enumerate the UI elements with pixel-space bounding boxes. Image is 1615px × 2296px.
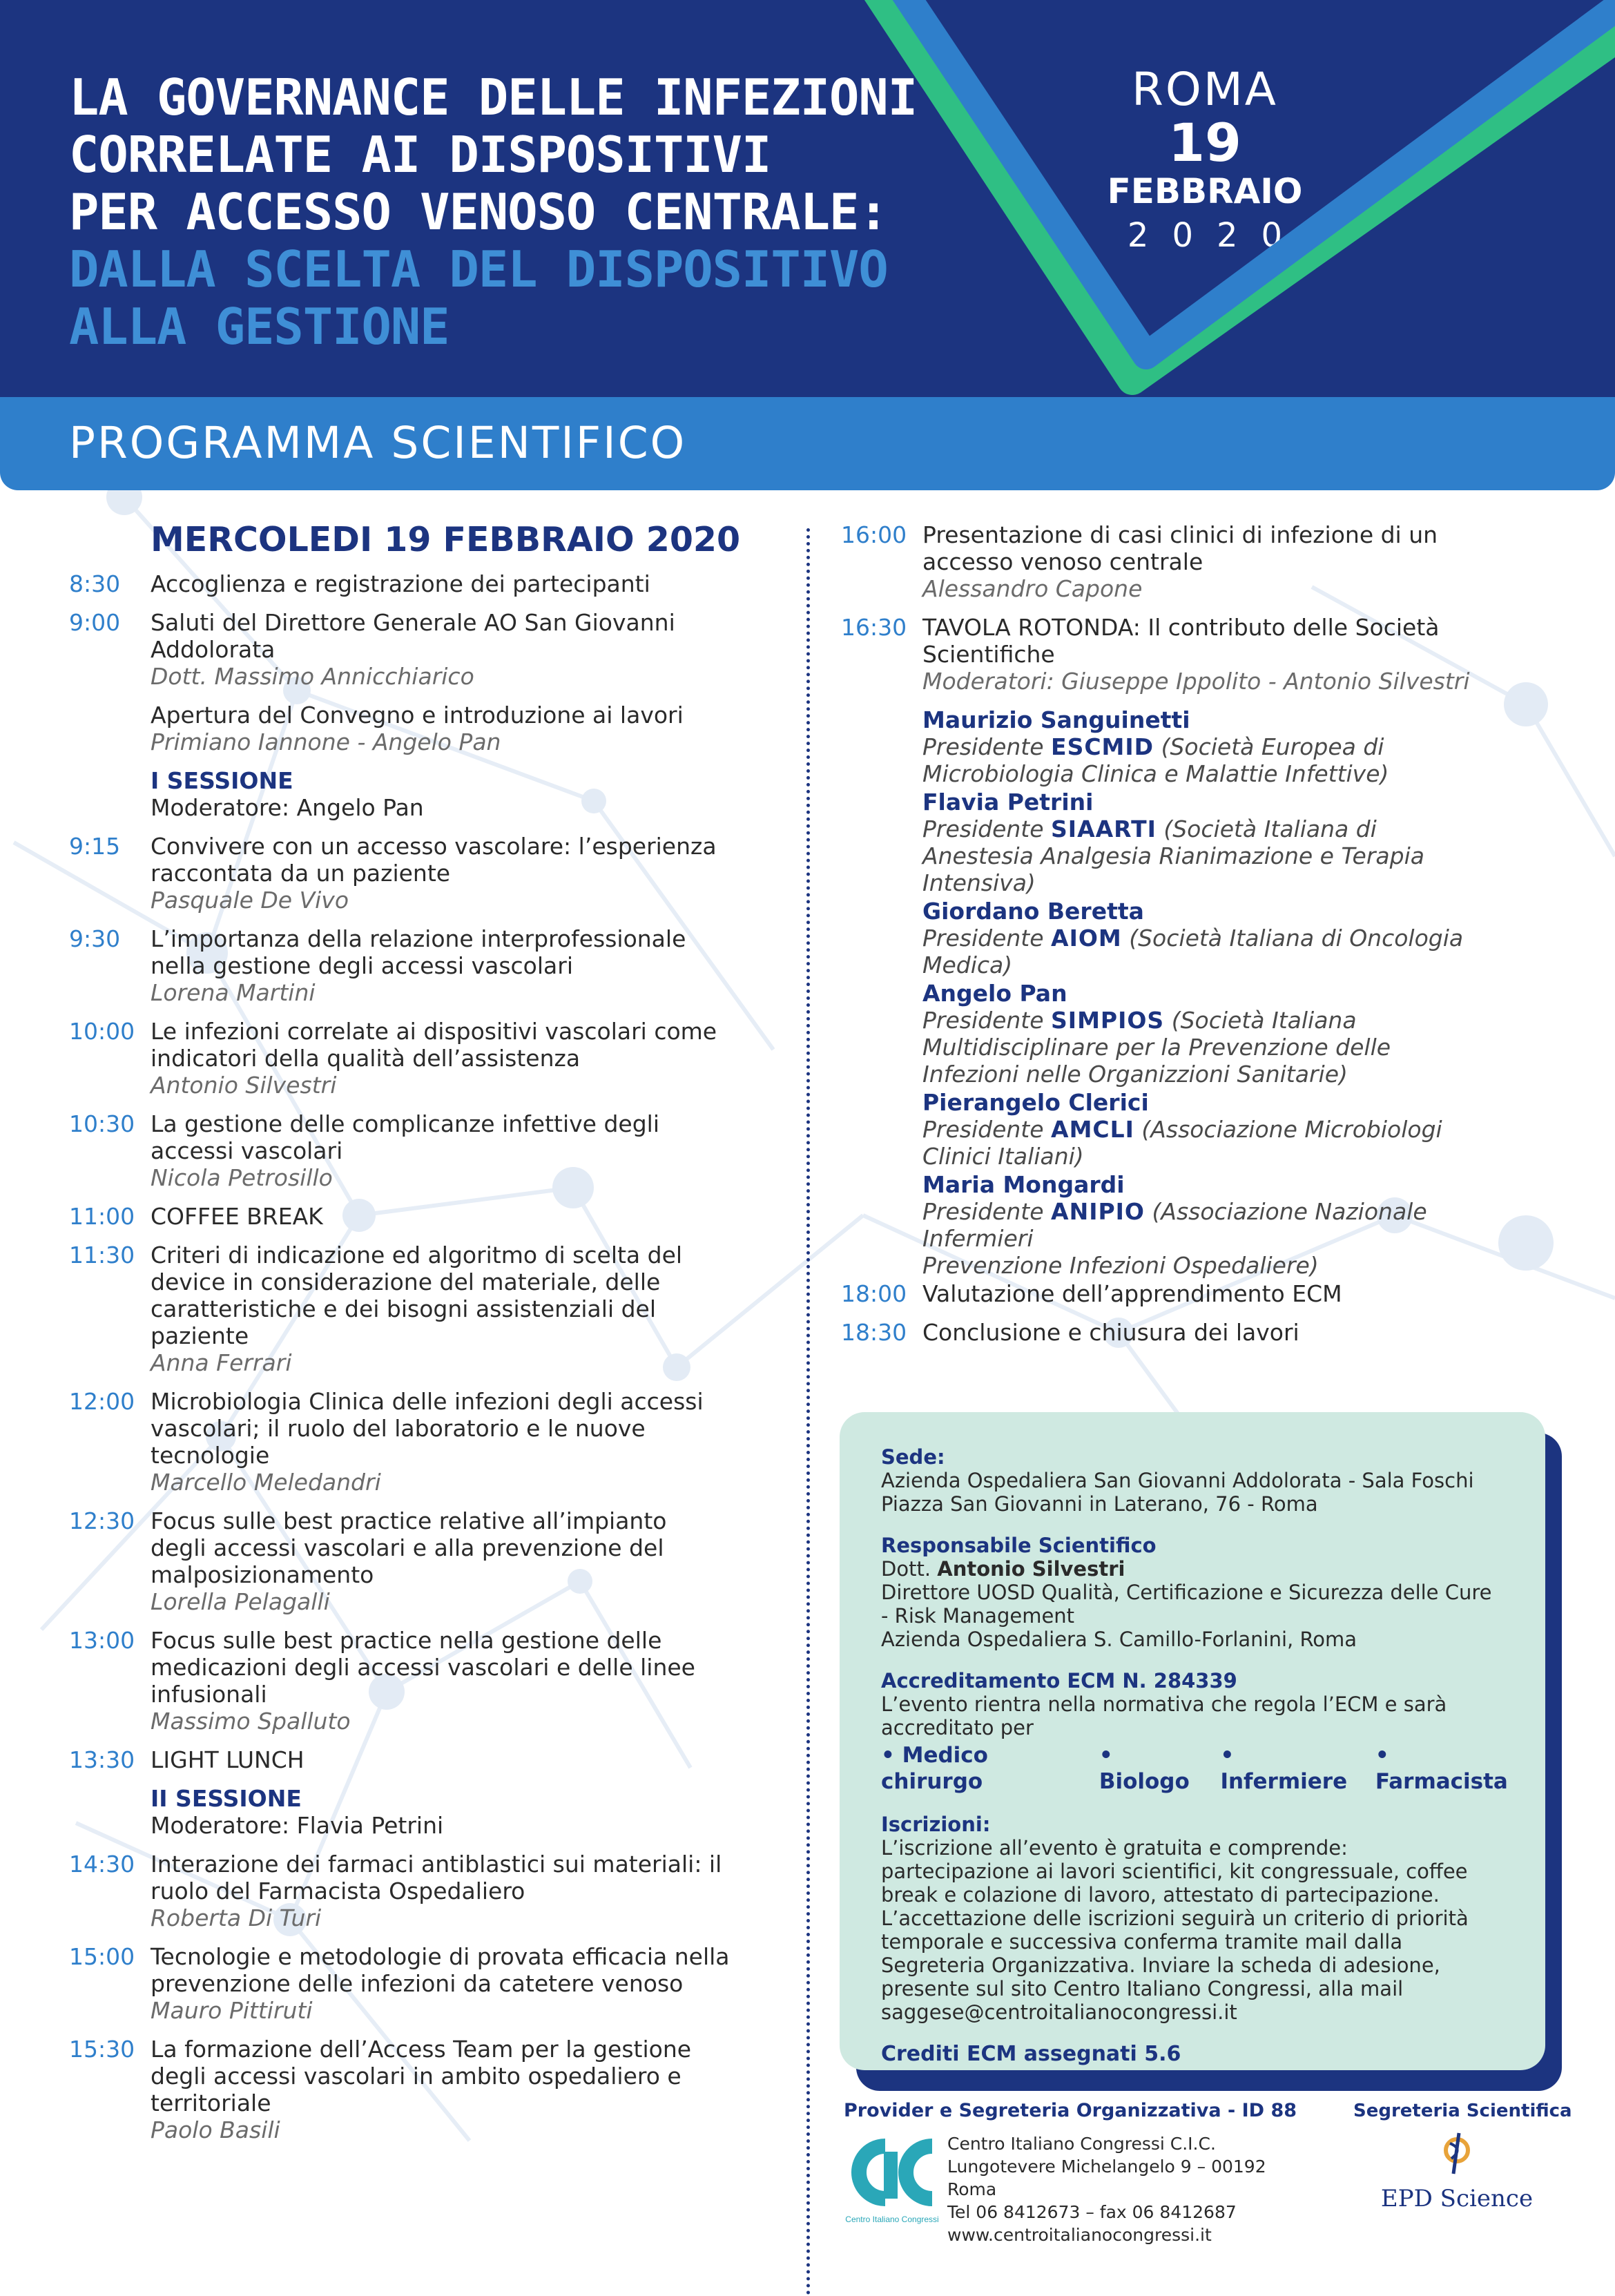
slot-time: 15:30 [69,2036,135,2063]
slot-content [922,521,1552,602]
panelist-society-desc: Infezioni nelle Organizzioni Sanitarie) [922,1061,1348,1088]
provider-website-link[interactable]: www.centroitalianocongressi.it [947,2225,1212,2245]
slot-title-line: Le infezioni correlate ai dispositivi vascolari come [151,1018,717,1045]
panelist [922,980,1552,1088]
info-box [840,1412,1545,2070]
slot-title-line: medicazioni degli accessi vascolari e delle linee [151,1654,695,1681]
slot-content [922,614,1552,695]
slot-speaker: Alessandro Capone [922,575,1143,602]
program-slot [69,1018,780,1099]
slot-title-line: Focus sulle best practice nella gestione delle [151,1627,662,1654]
slot-title-line: Focus sulle best practice relative all’impianto [151,1507,667,1534]
slot-speaker: Lorella Pelagalli [151,1588,330,1615]
slot-speaker: Nicola Petrosillo [151,1164,333,1191]
panelist-role-prefix: Presidente [922,1007,1052,1034]
slot-time: 12:00 [69,1388,135,1415]
title-line-3: PER ACCESSO VENOSO CENTRALE: [69,183,888,241]
slot-speaker: Lorena Martini [151,979,316,1006]
panelist-name: Angelo Pan [922,980,1067,1007]
panelist-role-prefix: Presidente [922,816,1052,842]
slot-content [922,1280,1552,1307]
panelist [922,898,1552,978]
program-column-right [841,521,1552,1358]
panelist-role-line [922,1198,1552,1225]
slot-time: 13:00 [69,1627,135,1654]
program-slot-continued [69,702,780,755]
panelist-society-desc: Multidisciplinare per la Prevenzione delle [922,1034,1391,1061]
slot-time: 11:30 [69,1242,135,1268]
panelist-role-line [922,925,1552,952]
registration-line: L’accettazione delle iscrizioni seguirà un criterio di priorità [881,1907,1469,1930]
panelist-role-prefix: Presidente [922,733,1052,760]
slot-time: 10:00 [69,1018,135,1045]
slot-title-line: vascolari; il ruolo del laboratorio e le nuove [151,1415,646,1442]
panelist-society-desc: (Società Italiana [1164,1007,1357,1034]
slot-title-line: caratteristiche e dei bisogni assistenziali del [151,1295,657,1322]
decorative-chevron-lines [0,0,1615,497]
slot-time: 9:30 [69,925,121,952]
slot-title-line: malposizionamento [151,1561,374,1588]
panelist-role-line [922,1252,1552,1279]
session-name: I SESSIONE [151,767,293,794]
slot-title-line: territoriale [151,2090,271,2116]
date-day: 19 [1168,112,1241,173]
subtitle-line-2: ALLA GESTIONE [69,298,449,356]
panelist-role-line [922,1061,1552,1088]
program-slot [841,1319,1552,1346]
column-divider [806,528,810,2296]
slot-title-line: Saluti del Direttore Generale AO San Giovanni [151,609,675,636]
slot-time: 14:30 [69,1851,135,1878]
panelist-society: ESCMID [1051,733,1154,760]
ecm-role: • Biologo [1099,1743,1190,1794]
scientific-secretariat-heading: Segreteria Scientifica [1353,2101,1572,2121]
panelist-role-line [922,760,1552,787]
slot-speaker: Marcello Meledandri [151,1469,381,1496]
slot-content [151,609,780,690]
program-slot [69,570,780,597]
slot-content [151,1388,780,1496]
title-line-2: CORRELATE AI DISPOSITIVI [69,126,771,184]
slot-title-line: paziente [151,1322,249,1349]
panelist-name: Giordano Beretta [922,898,1144,925]
slot-title-line: La formazione dell’Access Team per la gestione [151,2036,692,2063]
title-line-1: LA GOVERNANCE DELLE INFEZIONI [69,68,918,126]
panelist-role-line [922,869,1552,896]
slot-title-line: accesso venoso centrale [922,548,1203,575]
slot-title-line: Convivere con un accesso vascolare: l’esperienza [151,833,717,860]
slot-content [151,1507,780,1615]
panelist-society-desc: Infermieri [922,1225,1034,1252]
slot-title-line: La gestione delle complicanze infettive degli [151,1110,659,1137]
panelist-role-line [922,842,1552,869]
slot-speaker: Primiano Iannone - Angelo Pan [151,729,501,755]
registration-line: L’iscrizione all’evento è gratuita e comprende: [881,1836,1348,1860]
slot-title-line: Microbiologia Clinica delle infezioni degli accessi [151,1388,704,1415]
slot-speaker: Moderatori: Giuseppe Ippolito - Antonio Silvestri [922,668,1470,695]
slot-speaker: Roberta Di Turi [151,1904,322,1931]
registration-line: partecipazione ai lavori scientifici, kit congressuale, coffee [881,1860,1468,1883]
program-column-left [69,519,780,2155]
program-slot [69,2036,780,2143]
ecm-role: • Farmacista [1375,1743,1508,1794]
panelist-society: SIAARTI [1051,816,1157,842]
registration-line: break e colazione di lavoro, attestato di partecipazione. [881,1883,1440,1907]
program-slot [69,1851,780,1931]
panelist-society-desc: (Società Italiana di [1156,816,1377,842]
slot-content [151,1851,780,1931]
program-slot [841,521,1552,602]
registration-line: presente sul sito Centro Italiano Congressi, alla mail [881,1977,1404,2000]
program-slot [841,614,1552,695]
panelist-role-prefix: Presidente [922,1116,1052,1143]
panelist-society-desc: Intensiva) [922,869,1036,896]
slot-content [151,1943,780,2024]
panelist-society-desc: Anestesia Analgesia Rianimazione e Terapia [922,842,1424,869]
slot-title-line: L’importanza della relazione interprofessionale [151,925,686,952]
session-header [151,767,780,821]
slot-title-line: indicatori della qualità dell’assistenza [151,1045,581,1072]
program-slot [69,1242,780,1376]
registration-line: Segreteria Organizzativa. Inviare la scheda di adesione, [881,1953,1440,1977]
slot-content [151,570,780,597]
panelist-role-line [922,1116,1552,1143]
panelist-name: Flavia Petrini [922,789,1094,816]
slot-speaker: Antonio Silvestri [151,1072,337,1099]
svg-text:Centro Italiano Congressi: Centro Italiano Congressi [845,2215,939,2224]
program-slot [69,1388,780,1496]
ecm-section [881,1669,1518,1795]
panelist-society-desc: Clinici Italiani) [922,1143,1084,1170]
session-moderator: Moderatore: Angelo Pan [151,794,424,821]
panelist-society: AMCLI [1051,1116,1134,1143]
panelist [922,1089,1552,1170]
slot-content [922,1319,1552,1346]
slot-time: 9:00 [69,609,121,636]
session-header [151,1785,780,1839]
panelist-role-line [922,1007,1552,1034]
panelist-society-desc: (Associazione Nazionale [1145,1198,1427,1225]
panelist-society: ANIPIO [1051,1198,1145,1225]
ecm-credits: Crediti ECM assegnati 5.6 [881,2042,1181,2066]
slot-time: 13:30 [69,1746,135,1773]
slot-title-line: Tecnologie e metodologie di provata efficacia nella [151,1943,730,1970]
panelist [922,706,1552,787]
slot-time: 12:30 [69,1507,135,1534]
registration-title: Iscrizioni: [881,1813,991,1836]
panelist-society-desc: (Associazione Microbiologi [1134,1116,1442,1143]
provider-phone: Tel 06 8412673 – fax 06 8412687 [947,2202,1237,2222]
venue-title: Sede: [881,1445,945,1469]
panelist-name: Maria Mongardi [922,1171,1125,1198]
panelist [922,1171,1552,1279]
panelist [922,789,1552,896]
venue-line: Azienda Ospedaliera San Giovanni Addolorata - Sala Foschi [881,1469,1474,1492]
program-slot [69,1627,780,1735]
cic-logo [844,2132,940,2236]
slot-time: 11:00 [69,1203,135,1230]
slot-time: 8:30 [69,570,121,597]
slot-speaker: Pasquale De Vivo [151,887,349,914]
program-slot [841,1280,1552,1307]
program-slot [69,1110,780,1191]
epd-science-logo-icon [1353,2130,1560,2181]
slot-title-line: Presentazione di casi clinici di infezione di un [922,521,1438,548]
ecm-line: L’evento rientra nella normativa che regola l’ECM e sarà [881,1692,1447,1716]
program-slot [69,1943,780,2024]
slot-title-line: accessi vascolari [151,1137,343,1164]
slot-title-line: raccontata da un paziente [151,860,451,887]
slot-title-line: Addolorata [151,636,275,663]
session-name: II SESSIONE [151,1785,302,1812]
date-year: 2020 [1127,216,1306,255]
panelist-society-desc: (Società Europea di [1154,733,1384,760]
slot-content [151,1627,780,1735]
scientific-director-name: Dott. Antonio Silvestri [881,1557,1125,1581]
ecm-line: accreditato per [881,1716,1034,1739]
slot-speaker: Massimo Spalluto [151,1708,351,1735]
scientific-director-title: Responsabile Scientifico [881,1534,1157,1557]
session-moderator: Moderatore: Flavia Petrini [151,1812,444,1839]
panelist-role-line [922,1143,1552,1170]
slot-time: 16:00 [841,521,907,548]
panelist-society-desc: Microbiologia Clinica e Malattie Infettive) [922,760,1389,787]
ecm-role: • Infermiere [1220,1743,1348,1794]
slot-title-line: Interazione dei farmaci antiblastici sui materiali: il [151,1851,722,1878]
venue-section [881,1445,1518,1516]
slot-content [151,1242,780,1376]
slot-title-line: Apertura del Convegno e introduzione ai lavori [151,702,684,729]
program-label: PROGRAMMA SCIENTIFICO [69,418,687,468]
slot-title-line: Accoglienza e registrazione dei partecipanti [151,570,650,597]
slot-speaker: Paolo Basili [151,2116,280,2143]
slot-content [151,2036,780,2143]
day-heading: MERCOLEDI 19 FEBBRAIO 2020 [151,520,741,559]
panelist-society-desc: Medica) [922,952,1013,978]
slot-time: 15:00 [69,1943,135,1970]
slot-time: 9:15 [69,833,121,860]
provider-address: Lungotevere Michelangelo 9 – 00192 Roma [947,2157,1266,2199]
slot-title-line: LIGHT LUNCH [151,1746,304,1773]
slot-title-line: degli accessi vascolari in ambito ospedaliero e [151,2063,681,2090]
slot-time: 18:00 [841,1280,907,1307]
slot-content [151,1018,780,1099]
slot-title-line: Conclusione e chiusura dei lavori [922,1319,1299,1346]
subtitle-line-1: DALLA SCELTA DEL DISPOSITIVO [69,240,888,298]
registration-line: temporale e successiva conferma tramite mail dalla [881,1930,1403,1953]
ecm-title: Accreditamento ECM N. 284339 [881,1669,1237,1692]
slot-title-line: Criteri di indicazione ed algoritmo di scelta del [151,1242,683,1268]
slot-speaker: Mauro Pittiruti [151,1997,313,2024]
panelist-role-line [922,952,1552,978]
slot-content [151,1203,780,1230]
program-slot [69,1507,780,1615]
ecm-roles-list [881,1742,1518,1795]
epd-science-name: EPD Science [1380,2185,1534,2212]
slot-speaker: Anna Ferrari [151,1349,292,1376]
panelist-role-prefix: Presidente [922,1198,1052,1225]
slot-title-line: nella gestione degli accessi vascolari [151,952,573,979]
panelist-name: Pierangelo Clerici [922,1089,1149,1116]
slot-title-line: device in considerazione del materiale, delle [151,1268,661,1295]
program-slot [69,833,780,914]
panelist-role-line [922,816,1552,842]
slot-title-line: TAVOLA ROTONDA: Il contributo delle Società [922,614,1440,641]
slot-content [151,833,780,914]
panelist-role-line [922,1034,1552,1061]
provider-block [844,2099,1297,2246]
panelist-society-desc: Prevenzione Infezioni Ospedaliere) [922,1252,1319,1279]
scientific-director-line: Direttore UOSD Qualità, Certificazione e Sicurezza delle Cure [881,1581,1492,1604]
slot-title-line: ruolo del Farmacista Ospedaliero [151,1878,525,1904]
date-city: ROMA [1132,63,1278,116]
slot-speaker: Dott. Massimo Annicchiarico [151,663,474,690]
slot-title-line: COFFEE BREAK [151,1203,323,1230]
slot-time: 18:30 [841,1319,907,1346]
provider-heading: Provider e Segreteria Organizzativa - ID 88 [844,2100,1297,2121]
slot-time: 10:30 [69,1110,135,1137]
registration-email[interactable]: saggese@centroitalianocongressi.it [881,2000,1237,2024]
slot-title-line: degli accessi vascolari e alla prevenzione del [151,1534,664,1561]
program-slot [69,609,780,690]
ecm-role: • Medico chirurgo [881,1743,988,1794]
panelist-role-prefix: Presidente [922,925,1052,952]
program-slot [69,1746,780,1773]
slot-title-line: tecnologie [151,1442,270,1469]
date-month: FEBBRAIO [1107,171,1303,211]
panelist-society: SIMPIOS [1051,1007,1165,1034]
panelist-role-line [922,733,1552,760]
scientific-secretariat-block [1353,2099,1572,2212]
registration-section [881,1813,1518,2024]
slot-content [151,925,780,1006]
slot-title-line: Valutazione dell’apprendimento ECM [922,1280,1342,1307]
scientific-director-line: - Risk Management [881,1604,1075,1628]
slot-title-line: prevenzione delle infezioni da catetere venoso [151,1970,684,1997]
program-slot [69,1203,780,1230]
slot-content [151,1746,780,1773]
slot-content [151,702,780,755]
slot-title-line: infusionali [151,1681,267,1708]
provider-name: Centro Italiano Congressi C.I.C. [947,2134,1216,2154]
program-slot [69,925,780,1006]
slot-time: 16:30 [841,614,907,641]
slot-content [151,1110,780,1191]
panelist-name: Maurizio Sanguinetti [922,706,1190,733]
slot-title-line: Scientifiche [922,641,1055,668]
scientific-director-line: Azienda Ospedaliera S. Camillo-Forlanini, Roma [881,1628,1357,1651]
panelist-society: AIOM [1051,925,1122,952]
venue-line: Piazza San Giovanni in Laterano, 76 - Roma [881,1492,1318,1516]
panelist-society-desc: (Società Italiana di Oncologia [1121,925,1464,952]
scientific-director-section [881,1534,1518,1651]
panelist-role-line [922,1225,1552,1252]
